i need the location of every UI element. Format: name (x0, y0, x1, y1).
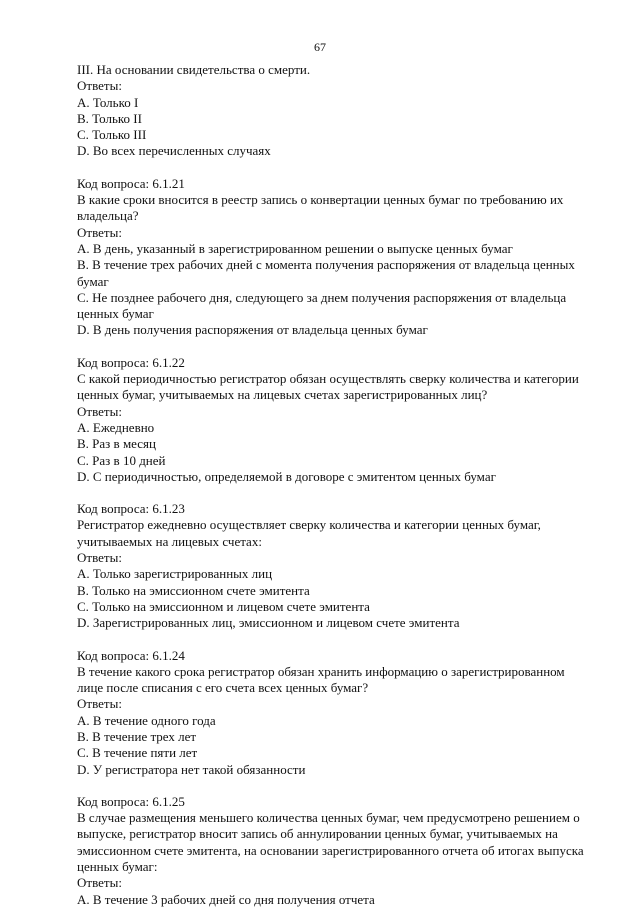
answer-option: A. Только I (77, 94, 139, 110)
question-6-1-21 (77, 176, 577, 339)
question-text-line: владельца? (77, 208, 139, 224)
question-code: Код вопроса: 6.1.25 (77, 793, 185, 809)
question-text-line: В случае размещения меньшего количества ценных бумаг, чем предусмотрено решением о (77, 810, 580, 826)
answer-option: C. В течение пяти лет (77, 745, 198, 761)
question-text-line: ценных бумаг, учитываемых на лицевых счетах зарегистрированных лиц? (77, 387, 488, 403)
answer-option: D. С периодичностью, определяемой в договоре с эмитентом ценных бумаг (77, 468, 496, 484)
answer-option: C. Раз в 10 дней (77, 452, 166, 468)
answer-option: B. Только на эмиссионном счете эмитента (77, 582, 310, 598)
answer-option: B. В течение трех рабочих дней с момента получения распоряжения от владельца ценных (77, 257, 575, 273)
intro-item-3: III. На основании свидетельства о смерти. (77, 62, 311, 77)
answers-label: Ответы: (77, 78, 122, 94)
question-code: Код вопроса: 6.1.23 (77, 501, 185, 517)
question-text-line: В течение какого срока регистратор обязан хранить информацию о зарегистрированном (77, 663, 565, 679)
answer-option: A. В течение одного года (77, 712, 216, 728)
question-text-line: С какой периодичностью регистратор обязан осуществлять сверку количества и категории (77, 371, 579, 387)
answer-option: C. Только на эмиссионном и лицевом счете эмитента (77, 598, 370, 614)
question-text-line: Регистратор ежедневно осуществляет сверку количества и категории ценных бумаг, (77, 517, 541, 533)
answer-option: D. В день получения распоряжения от владельца ценных бумаг (77, 322, 428, 338)
intro-block (77, 62, 577, 160)
page-number: 67 (314, 40, 326, 54)
question-text-line: лице после списания с его счета всех ценных бумаг? (77, 680, 369, 696)
answer-option: C. Не позднее рабочего дня, следующего за днем получения распоряжения от владельца (77, 289, 567, 305)
question-text-line: учитываемых на лицевых счетах: (77, 533, 262, 549)
page-content (77, 62, 584, 924)
answer-option: A. В течение 3 рабочих дней со дня получения отчета (77, 891, 375, 907)
question-text-line: ценных бумаг: (77, 859, 158, 875)
answer-option: A. В день, указанный в зарегистрированном решении о выпуске ценных бумаг (77, 240, 513, 256)
question-6-1-22 (77, 355, 577, 485)
answer-option: B. В течение трех лет (77, 728, 197, 744)
question-code: Код вопроса: 6.1.22 (77, 354, 185, 370)
answers-label: Ответы: (77, 224, 122, 240)
answers-label: Ответы: (77, 550, 122, 566)
answer-option: D. Во всех перечисленных случаях (77, 143, 271, 159)
answer-option: A. Ежедневно (77, 419, 155, 435)
answers-label: Ответы: (77, 875, 122, 891)
answer-option-continued: бумаг (77, 273, 109, 289)
answers-label: Ответы: (77, 403, 122, 419)
answer-option: D. Зарегистрированных лиц, эмиссионном и лицевом счете эмитента (77, 615, 460, 631)
question-code: Код вопроса: 6.1.21 (77, 175, 185, 191)
answer-option: C. Только III (77, 127, 147, 143)
question-6-1-23 (77, 501, 577, 631)
answer-option-continued: ценных бумаг (77, 306, 154, 322)
question-text-line: эмиссионном счете эмитента, на основании зарегистрированного отчета об итогах выпуска (77, 842, 584, 858)
answer-option: A. Только зарегистрированных лиц (77, 566, 273, 582)
answers-label: Ответы: (77, 696, 122, 712)
question-6-1-24 (77, 648, 577, 778)
question-code: Код вопроса: 6.1.24 (77, 647, 185, 663)
question-text-line: В какие сроки вносится в реестр запись о конвертации ценных бумаг по требованию их (77, 192, 564, 208)
answer-option: B. Раз в месяц (77, 436, 156, 452)
question-text-line: выпуске, регистратор вносит запись об аннулировании ценных бумаг, учитываемых на (77, 826, 558, 842)
answer-option: B. Только II (77, 110, 142, 126)
answer-option: D. У регистратора нет такой обязанности (77, 761, 306, 777)
question-6-1-25 (77, 793, 584, 908)
